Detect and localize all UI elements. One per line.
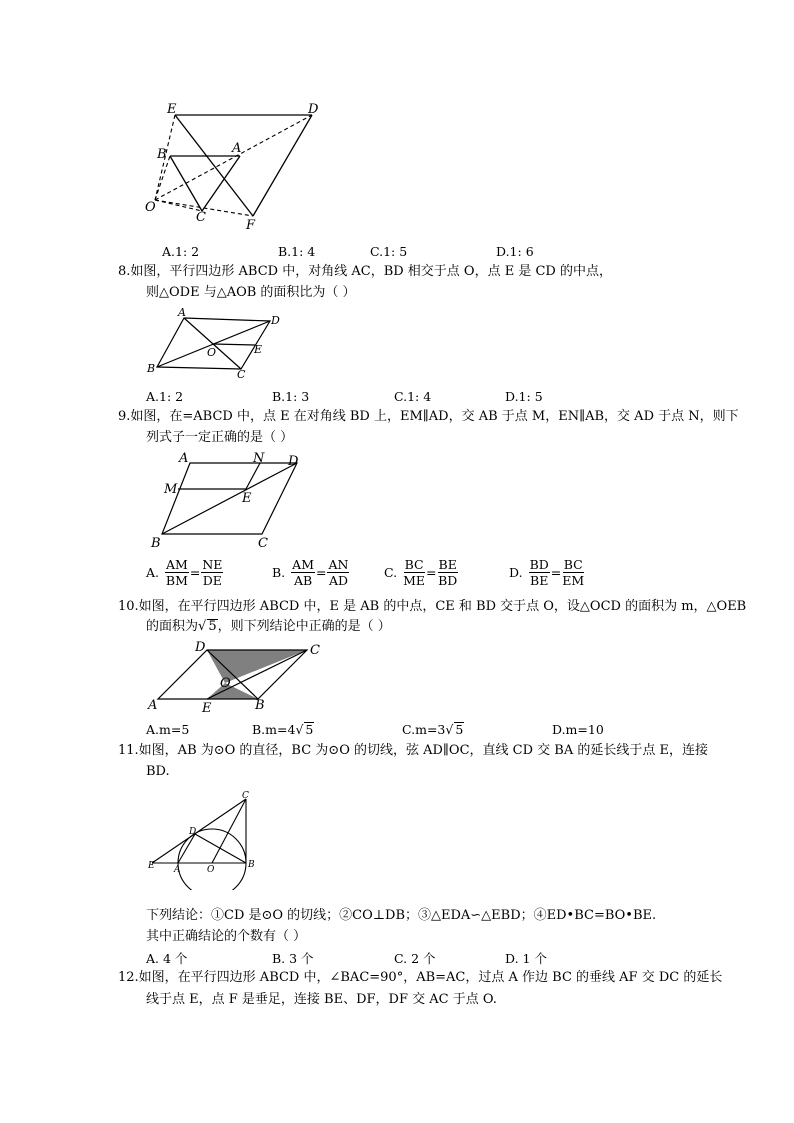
q11-option-c: C. 2 个 xyxy=(394,951,436,966)
q11-label-C: C xyxy=(242,791,249,801)
q7-label-D: D xyxy=(308,102,319,117)
q8-label-B: B xyxy=(147,362,156,375)
q8-stem-line2: 则△ODE 与△AOB 的面积比为（ ） xyxy=(146,285,356,300)
q8-option-d: D.1: 5 xyxy=(505,389,543,404)
q11-figure xyxy=(140,788,270,890)
q8-label-A: A xyxy=(178,306,186,319)
q10-option-b: B.m=4√ 5 xyxy=(252,722,314,737)
q9-label-M: M xyxy=(164,482,178,497)
q11-label-O: O xyxy=(207,865,215,875)
q7-option-a: A.1: 2 xyxy=(162,244,200,259)
q11-label-B: B xyxy=(248,860,255,870)
q9-label-A: A xyxy=(179,451,189,466)
q11-label-E: E xyxy=(148,861,155,871)
q10-label-O: O xyxy=(220,676,231,691)
q10-label-E: E xyxy=(202,701,212,715)
q9-option-b: B. $\frac{AM}{AB}$ = $\frac{AN}{AD}$ xyxy=(272,557,349,588)
q7-option-c: C.1: 5 xyxy=(370,244,408,259)
q10-figure xyxy=(145,637,330,715)
q8-label-O: O xyxy=(207,346,217,359)
q9-label-B: B xyxy=(151,536,161,550)
q10-label-A: A xyxy=(148,698,158,713)
q11-stem-line1: 11.如图，AB 为⊙O 的直径，BC 为⊙O 的切线，弦 AD∥OC，直线 CD 交 BA 的延长线于点 E，连接 xyxy=(118,743,709,758)
q11-option-d: D. 1 个 xyxy=(505,951,547,966)
q11-label-D: D xyxy=(189,827,197,837)
q10-option-a: A.m=5 xyxy=(146,722,190,737)
q12-stem-line1: 12.如图，在平行四边形 ABCD 中，∠BAC=90°，AB=AC，过点 A 作边 BC 的垂线 AF 交 DC 的延长 xyxy=(118,970,723,985)
q11-stem-line2: BD. xyxy=(146,764,170,779)
q9-option-d: D. $\frac{BD}{BE}$ = $\frac{BC}{EM}$ xyxy=(509,557,585,588)
q8-stem-line1: 8.如图，平行四边形 ABCD 中，对角线 AC，BD 相交于点 O，点 E 是 CD 的中点， xyxy=(118,264,612,279)
q11-conclusions: 下列结论：①CD 是⊙O 的切线；②CO⊥DB；③△EDA∽△EBD；④ED•BC=BO•BE. xyxy=(146,908,657,923)
q11-option-b: B. 3 个 xyxy=(272,951,314,966)
q10-label-C: C xyxy=(310,643,320,658)
q9-label-E: E xyxy=(242,491,252,506)
q9-stem-line2: 列式子一定正确的是（ ） xyxy=(146,430,294,445)
q8-option-a: A.1: 2 xyxy=(146,389,184,404)
q9-label-N: N xyxy=(253,451,265,466)
q11-question: 其中正确结论的个数有（ ） xyxy=(146,929,307,944)
q7-label-C: C xyxy=(196,210,206,225)
q11-option-a: A. 4 个 xyxy=(146,951,188,966)
q7-label-O: O xyxy=(145,200,156,215)
q10-stem-line1: 10.如图，在平行四边形 ABCD 中，E 是 AB 的中点，CE 和 BD 交于点 O，设△OCD 的面积为 m，△OEB xyxy=(118,599,747,614)
q11-label-A: A xyxy=(174,865,181,875)
q9-label-C: C xyxy=(258,536,268,550)
q8-label-C: C xyxy=(237,368,246,381)
q7-option-b: B.1: 4 xyxy=(278,244,316,259)
q10-label-B: B xyxy=(255,698,265,713)
q10-stem-line2: 的面积为√ 5，则下列结论中正确的是（ ） xyxy=(146,619,391,634)
q10-option-d: D.m=10 xyxy=(552,722,604,737)
q8-label-E: E xyxy=(254,343,263,356)
q9-stem-line1: 9.如图，在=ABCD 中，点 E 在对角线 BD 上，EM∥AD，交 AB 于点 M，EN∥AB，交 AD 于点 N，则下 xyxy=(118,409,739,424)
q9-figure xyxy=(145,448,310,550)
q7-label-B: B xyxy=(157,147,167,162)
q8-label-D: D xyxy=(271,314,280,327)
q12-stem-line2: 线于点 E，点 F 是垂足，连接 BE、DF，DF 交 AC 于点 O. xyxy=(146,992,497,1007)
q10-label-D: D xyxy=(195,640,206,655)
q8-option-b: B.1: 3 xyxy=(272,389,310,404)
q7-label-A: A xyxy=(232,141,242,156)
q10-option-c: C.m=3√ 5 xyxy=(402,722,464,737)
q7-label-F: F xyxy=(246,218,256,233)
q9-option-c: C. $\frac{BC}{ME}$ = $\frac{BE}{BD}$ xyxy=(384,557,458,588)
q8-option-c: C.1: 4 xyxy=(394,389,432,404)
q7-figure xyxy=(140,98,330,238)
q8-figure xyxy=(140,306,290,381)
q9-label-D: D xyxy=(288,454,299,469)
q7-option-d: D.1: 6 xyxy=(496,244,534,259)
q7-label-E: E xyxy=(167,102,177,117)
q9-option-a: A. $\frac{AM}{BM}$ = $\frac{NE}{DE}$ xyxy=(146,557,223,588)
